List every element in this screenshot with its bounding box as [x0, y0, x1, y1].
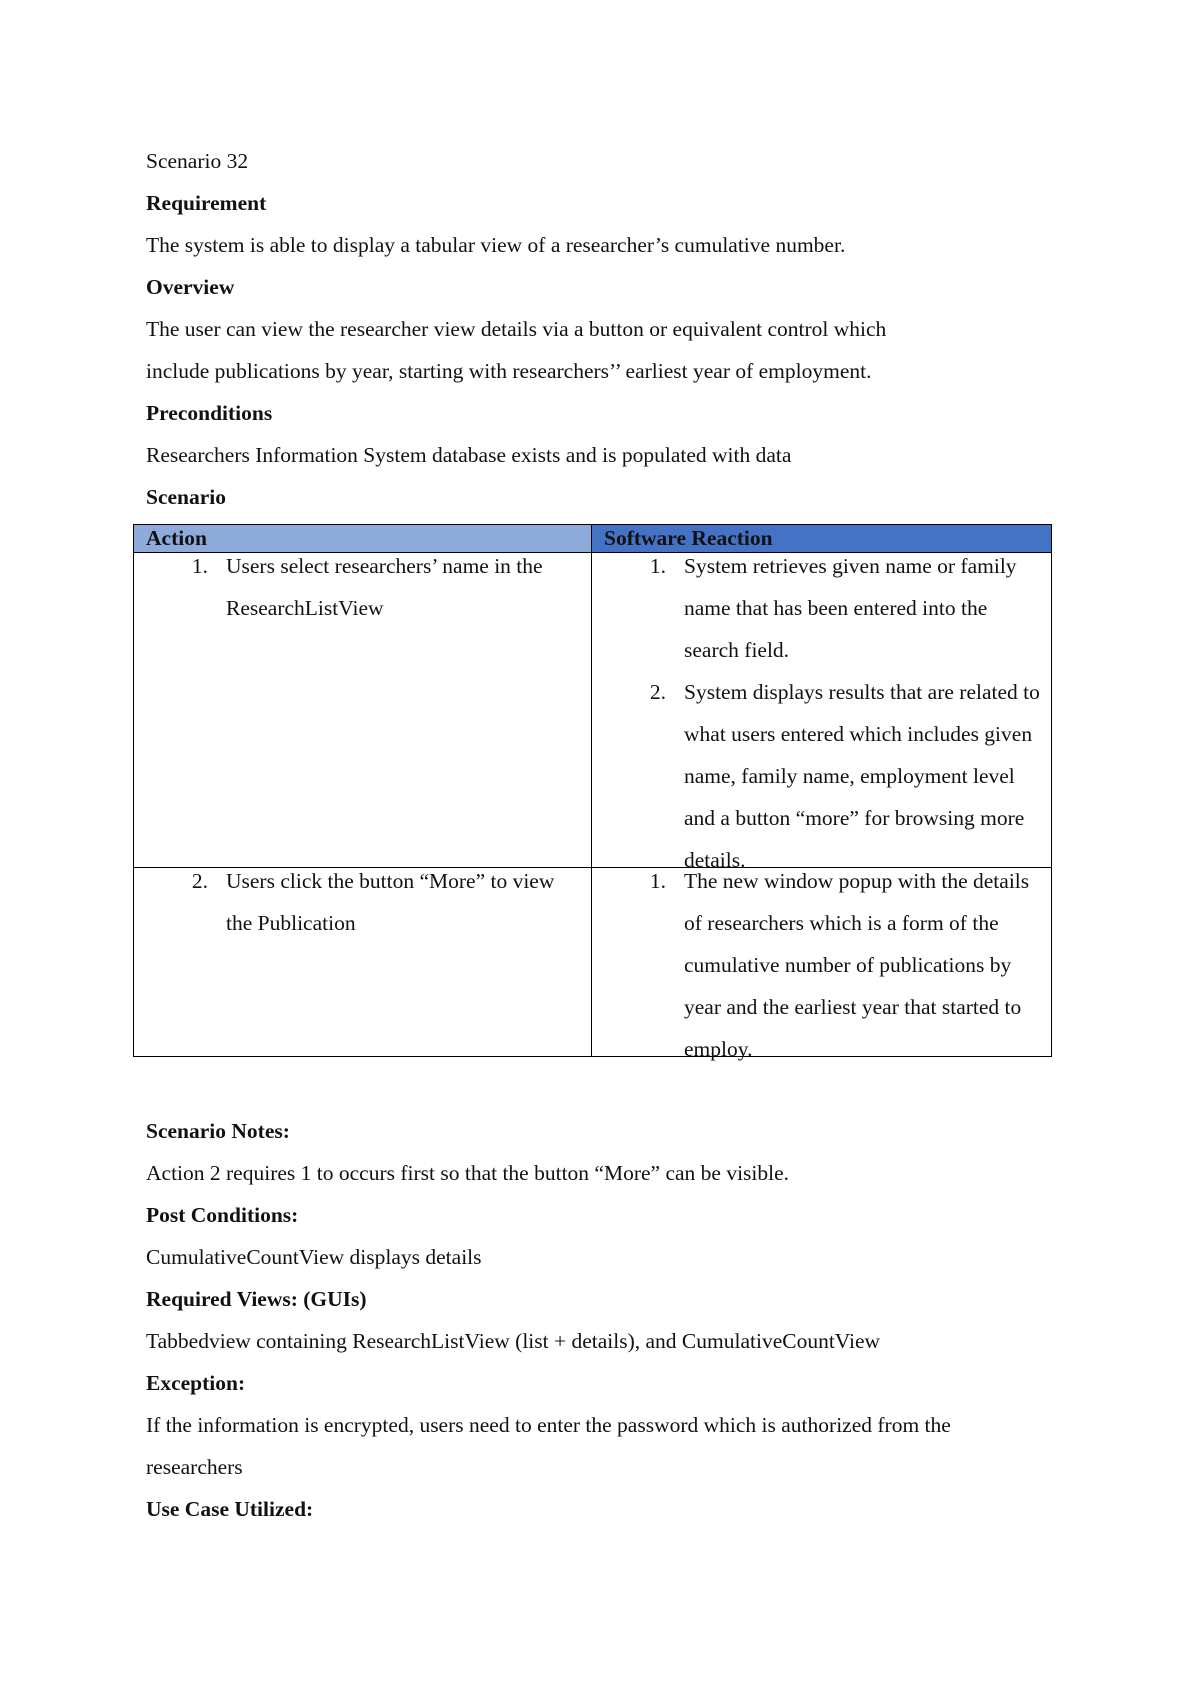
preconditions-text: Researchers Information System database exists and is populated with data — [146, 443, 792, 467]
required-views-text: Tabbedview containing ResearchListView (list + details), and CumulativeCountView — [146, 1329, 881, 1353]
scenario-notes-heading: Scenario Notes: — [146, 1119, 290, 1143]
overview-text-line-2: include publications by year, starting with researchers’’ earliest year of employment. — [146, 359, 872, 383]
item-text: Users click the button “More” to view the Publication — [226, 869, 555, 935]
use-case-heading: Use Case Utilized: — [146, 1497, 314, 1521]
scenario-notes-text: Action 2 requires 1 to occurs first so that the button “More” can be visible. — [146, 1161, 790, 1185]
list-item — [134, 545, 591, 629]
item-number: 2. — [191, 869, 208, 893]
preconditions-heading: Preconditions — [146, 401, 273, 425]
overview-heading: Overview — [146, 275, 235, 299]
scenario-table — [133, 524, 1052, 1061]
list-item — [592, 860, 1051, 1070]
list-item — [592, 545, 1051, 671]
required-views-heading: Required Views: (GUIs) — [146, 1287, 367, 1311]
requirement-heading: Requirement — [146, 191, 267, 215]
post-conditions-text: CumulativeCountView displays details — [146, 1245, 482, 1269]
reaction-cell — [592, 553, 1052, 872]
column-header-software-reaction: Software Reaction — [592, 525, 1052, 553]
exception-text-line-2: researchers — [146, 1455, 243, 1479]
list-item — [134, 860, 591, 944]
action-cell — [134, 553, 592, 868]
item-text: System displays results that are related to what users entered which includes given name, family name, employment level and a button “more” for browsing more details. — [684, 680, 1040, 872]
table-row — [134, 553, 1052, 868]
reaction-cell — [592, 868, 1052, 1061]
scenario-heading: Scenario — [146, 485, 227, 509]
requirement-text: The system is able to display a tabular view of a researcher’s cumulative number. — [146, 233, 846, 257]
item-number: 1. — [649, 869, 666, 893]
list-item — [592, 671, 1051, 881]
overview-text-line-1: The user can view the researcher view details via a button or equivalent control which — [146, 317, 887, 341]
item-number: 2. — [649, 680, 666, 704]
item-text: The new window popup with the details of researchers which is a form of the cumulative number of publications by year and the earliest year that started to employ. — [684, 869, 1030, 1061]
exception-text-line-1: If the information is encrypted, users need to enter the password which is authorized from the — [146, 1413, 951, 1437]
column-header-action: Action — [134, 525, 592, 553]
post-conditions-heading: Post Conditions: — [146, 1203, 299, 1227]
item-number: 1. — [649, 554, 666, 578]
item-text: System retrieves given name or family name that has been entered into the search field. — [684, 554, 1017, 662]
action-cell — [134, 868, 592, 1057]
exception-heading: Exception: — [146, 1371, 246, 1395]
item-number: 1. — [191, 554, 208, 578]
item-text: Users select researchers’ name in the ResearchListView — [226, 554, 543, 620]
table-row — [134, 868, 1052, 1057]
scenario-title: Scenario 32 — [146, 149, 249, 173]
